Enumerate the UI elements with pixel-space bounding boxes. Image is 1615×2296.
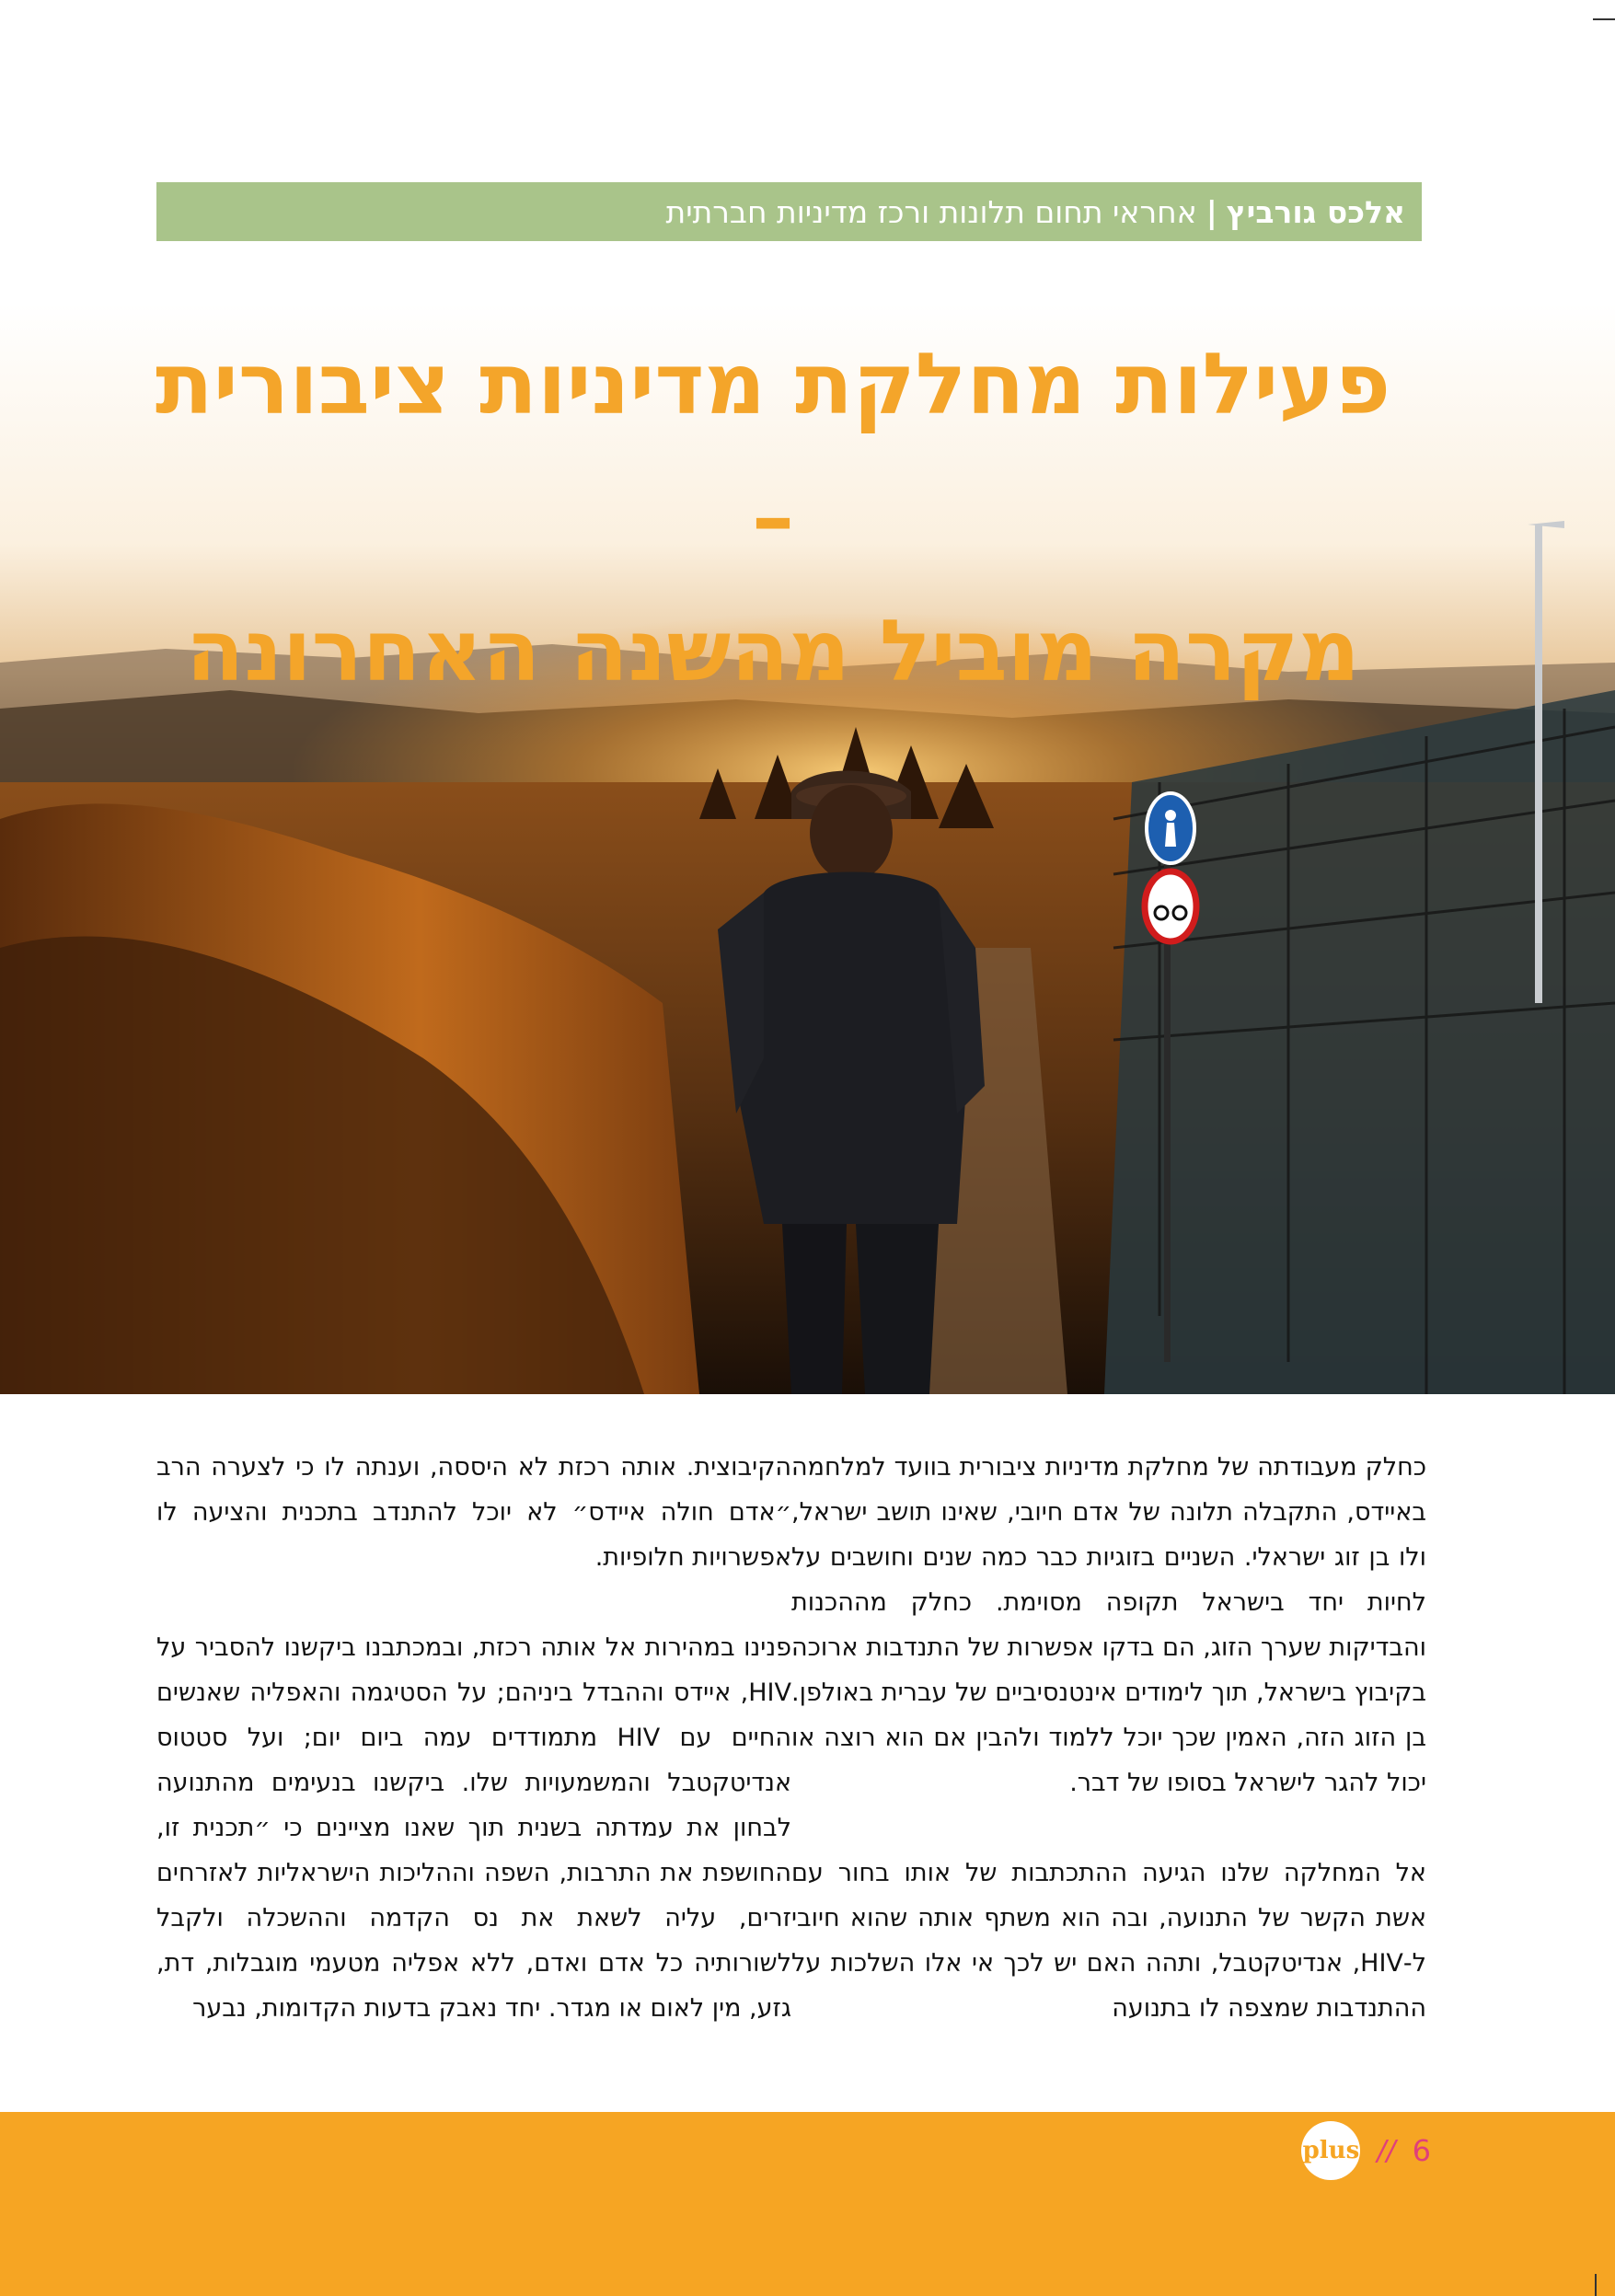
headline-line-1: פעילות מחלקת מדיניות ציבורית – [155, 335, 1391, 567]
footer-pagination [1301, 2121, 1431, 2180]
plus-logo-icon [1301, 2121, 1360, 2180]
crop-mark-bottom [1595, 2274, 1597, 2296]
page-separator: // [1377, 2134, 1396, 2167]
paragraph: הקיבוצית. אותה רכזת לא היססה, וענתה לו כי לצערה הרב ״אדם חולה איידס״ לא יוכל להתנדב בתכנית והציעה לו אפשרויות חלופיות. [156, 1453, 791, 1572]
paragraph: פנינו במהירות אל אותה רכזת, ובמכתבנו ביקשנו להסביר על HIV, איידס וההבדל ביניהם; על הסטיגמה והאפליה שאנשים החיים עם HIV מתמודדים עמה ביום יום; ועל סטטוס אנדיטקטבל והמשמעויות שלו. ביקשנו בנעימים מהתנועה לבחון את עמדתה בשנית תוך שאנו מציינים כי ״תכנית זו, החושפת את התרבות, השפה וההליכות הישראליות לאזרחים זרים, עליה לשאת את נס הקדמה וההשכלה ולקבל לשורותיה כל אדם ואדם, ללא אפליה מטעמי מוגבלות, דת, גזע, מין לאום או מגדר. יחד נאבק בדעות הקדומות, נבער [156, 1633, 791, 2023]
byline-separator: | [1205, 193, 1217, 230]
no-bicycle-sign-icon [1145, 871, 1196, 941]
article-column-left [156, 1445, 791, 2031]
headline-line-2: מקרה מוביל מהשנה האחרונה [186, 602, 1360, 700]
headline [138, 317, 1408, 718]
crop-mark-top [1593, 18, 1615, 20]
paragraph: אל המחלקה שלנו הגיעה ההתכתבות של אותו בחור עם אשת הקשר של התנועה, ובה הוא משתף אותה שהוא חיובי ל-HIV, אנדיטקטבל, ותהה האם יש לכך אי אלו השלכות על ההתנדבות שמצפה לו בתנועה [791, 1859, 1426, 2023]
pedestrian-sign-icon [1147, 793, 1194, 863]
page-number: 6 [1412, 2133, 1431, 2168]
paragraph: כחלק מעבודתה של מחלקת מדיניות ציבורית בוועד למלחמה באיידס, התקבלה תלונה של אדם חיובי, שאינו תושב ישראל, ולו בן זוג ישראלי. השניים בזוגיות כבר כמה שנים וחושבים על לחיות יחד בישראל תקופה מסוימת. כחלק מההכנות והבדיקות שערך הזוג, הם בדקו אפשרות של התנדבות ארוכה בקיבוץ בישראל, תוך לימודים אינטנסיביים של עברית באולפן. בן הזוג הזה, האמין שכך יוכל ללמוד ולהבין אם הוא רוצה או יכול להגר לישראל בסופו של דבר. [791, 1453, 1426, 1797]
byline-author: אלכס גורביץ [1226, 193, 1405, 230]
article-column-right [791, 1445, 1426, 2031]
byline-role: אחראי תחום תלונות ורכז מדיניות חברתית [665, 193, 1197, 230]
logo-text: plus [1302, 2137, 1360, 2164]
byline-bar [156, 182, 1422, 241]
